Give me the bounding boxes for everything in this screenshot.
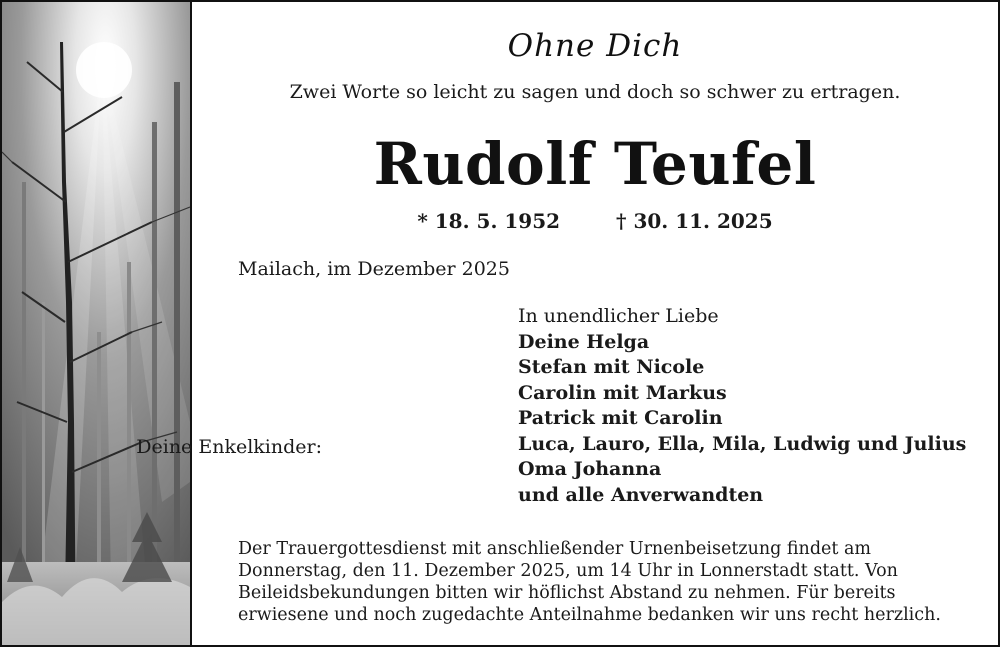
mourners-list [518, 304, 966, 508]
mourner-line: Deine Helga [518, 330, 650, 353]
motto: Zwei Worte so leicht zu sagen und doch so schwer zu ertragen. [289, 81, 901, 103]
notice-content [136, 2, 998, 645]
life-dates [192, 209, 998, 233]
mourner-line: Stefan mit Nicole [518, 356, 705, 378]
mourner-line: Oma Johanna [518, 458, 662, 480]
mourner-line: und alle Anverwandten [518, 483, 764, 506]
grandchildren-names: Luca, Lauro, Ella, Mila, Ludwig und Julius [518, 432, 967, 455]
mourner-line: Patrick mit Carolin [518, 407, 723, 429]
mourner-line: Carolin mit Markus [518, 381, 727, 404]
service-text: Der Trauergottesdienst mit anschließender Urnenbeisetzung findet am Donnerstag, den 11. Dezember 2025, um 14 Uhr in Lonnerstadt statt. Von Beileidsbekundungen bitten wir höflichst Abstand zu nehmen. Für bereits erwiesene und noch zugedachte Anteilnahme bedanken wir uns recht herzlich. [238, 539, 941, 625]
grandchildren-label: Deine Enkelkinder: [136, 436, 322, 458]
birth-date: * 18. 5. 1952 [417, 209, 561, 233]
place-date: Mailach, im Dezember 2025 [238, 258, 510, 280]
deceased-name: Rudolf Teufel [373, 130, 817, 198]
heading: Ohne Dich [507, 28, 683, 64]
mourners-intro: In unendlicher Liebe [518, 305, 719, 327]
forest-photo [2, 2, 192, 645]
death-date: † 30. 11. 2025 [616, 209, 773, 233]
